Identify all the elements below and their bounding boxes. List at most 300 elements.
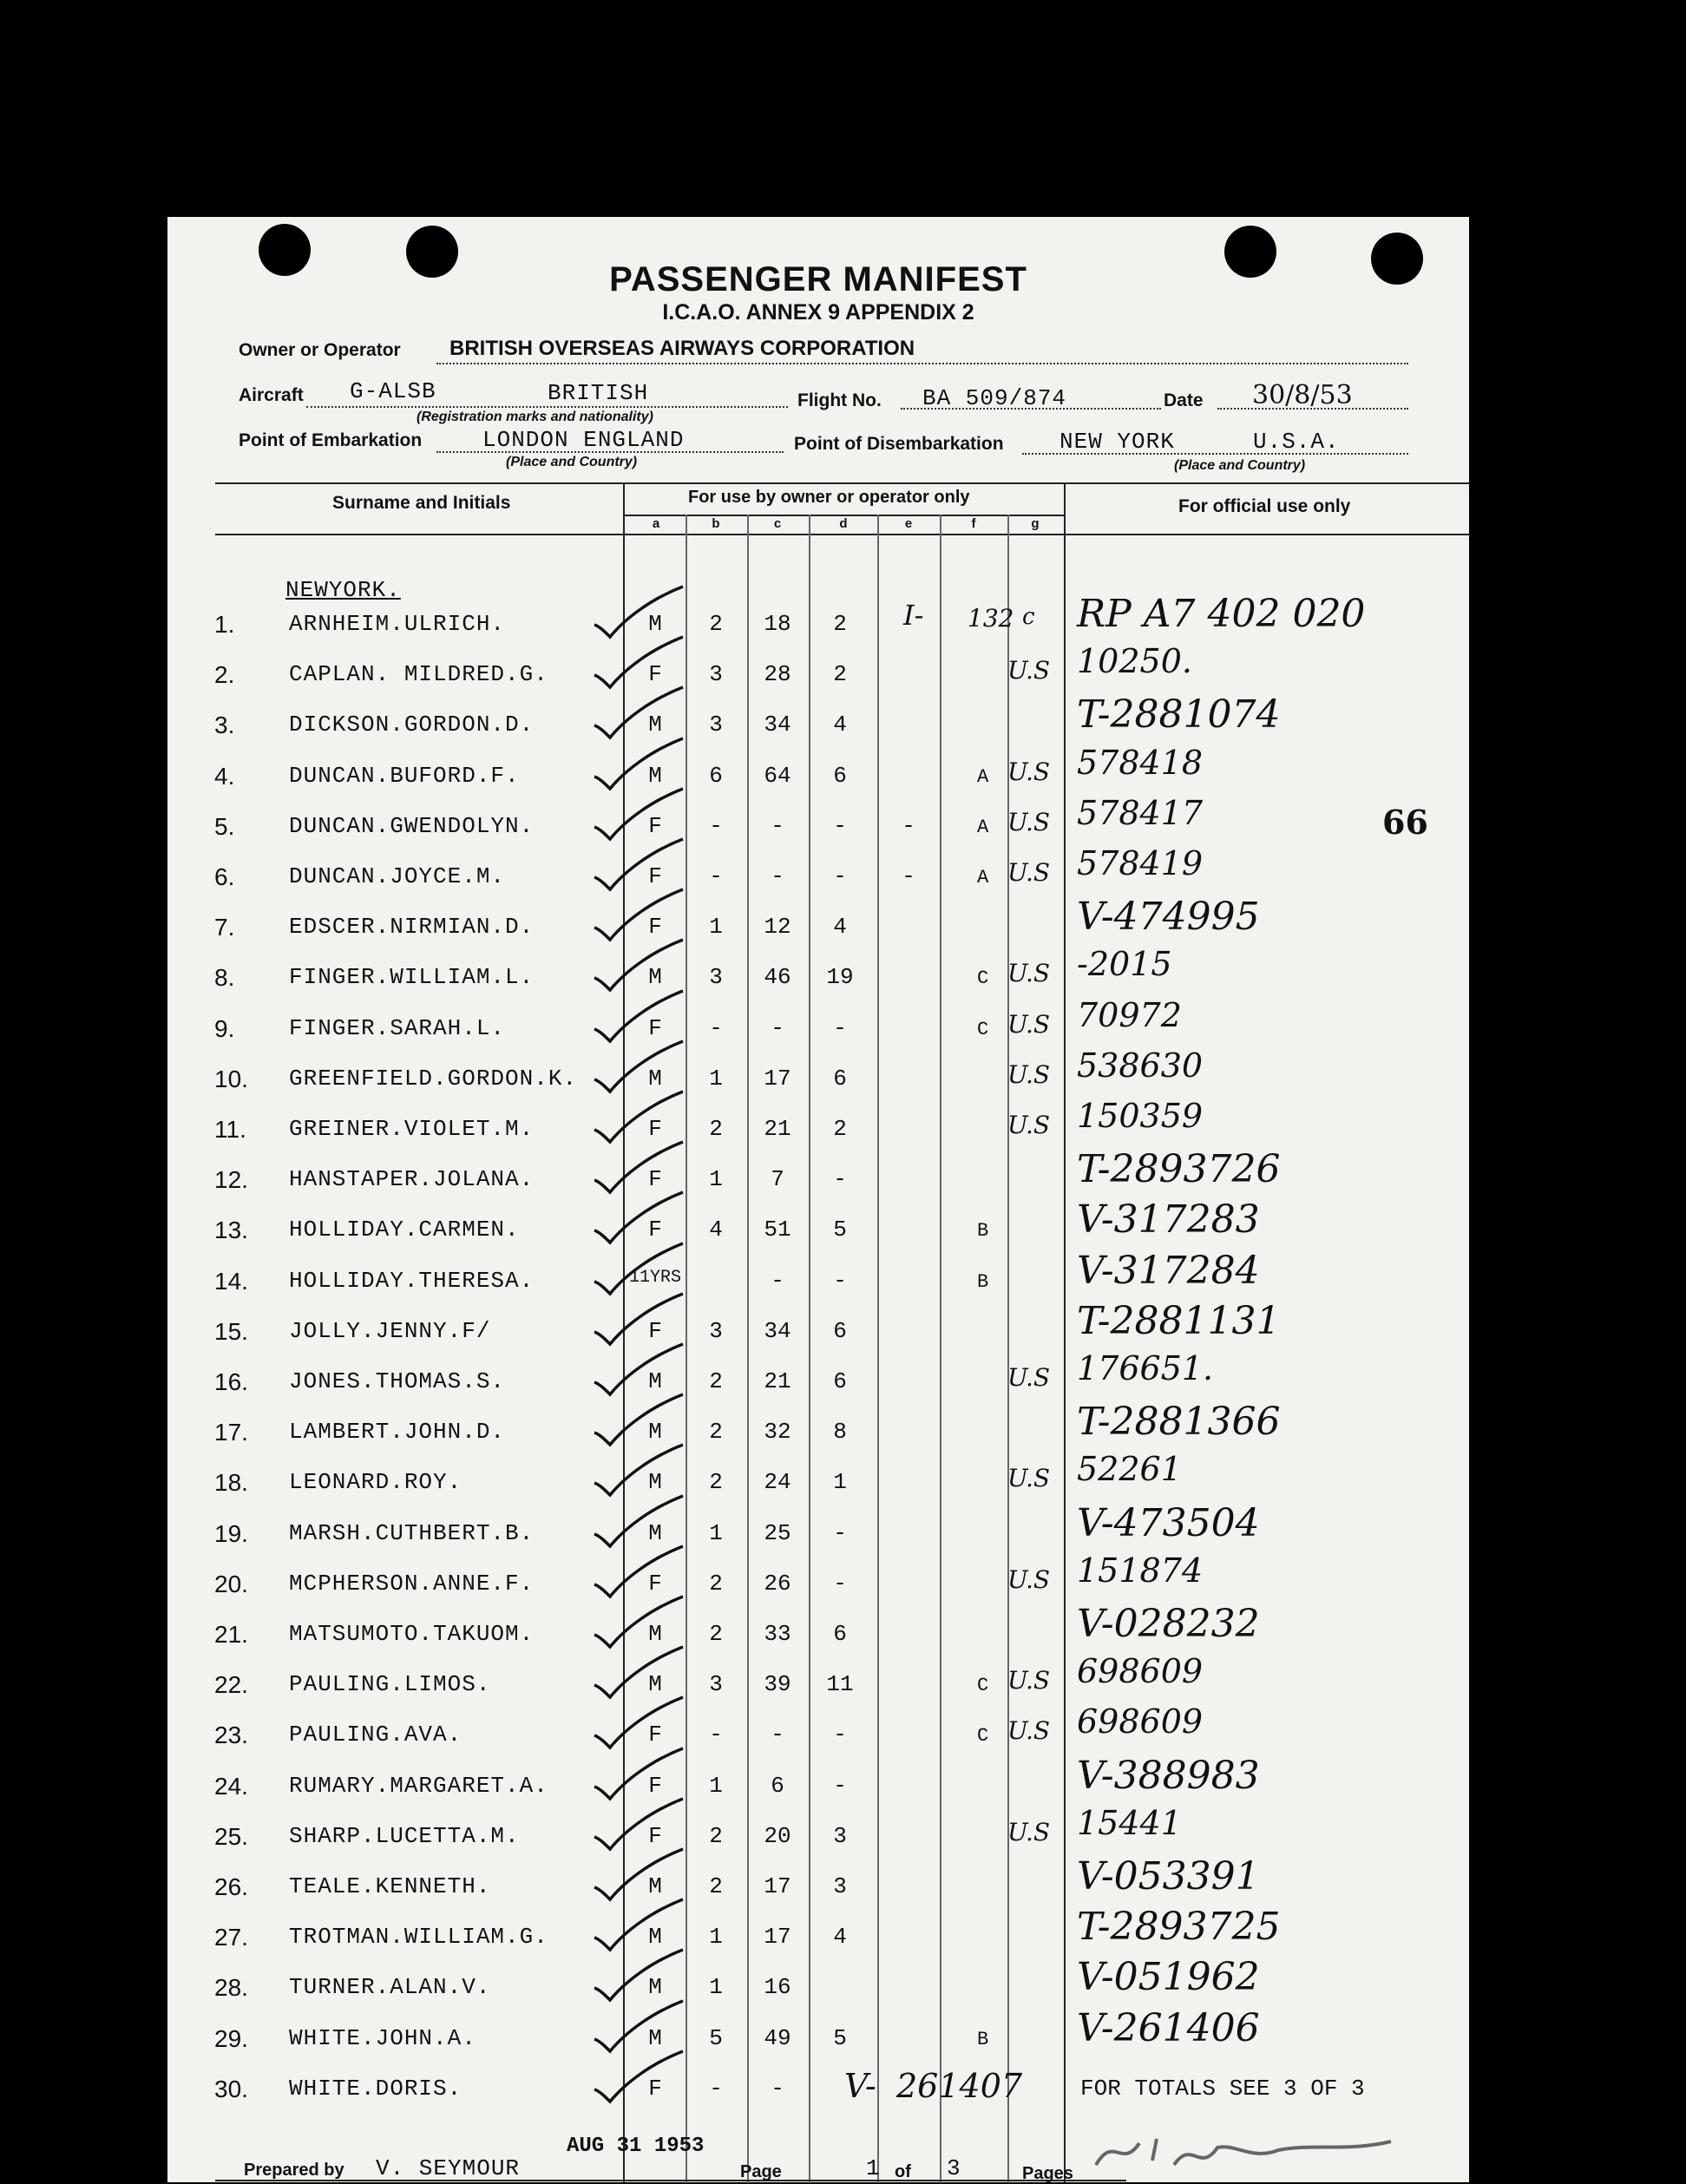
passenger-name: FINGER.WILLIAM.L. bbox=[289, 964, 535, 991]
official-entry: T-2893726 bbox=[1077, 1147, 1281, 1192]
passenger-name: DUNCAN.GWENDOLYN. bbox=[289, 812, 535, 839]
row-number: 10. bbox=[214, 1065, 248, 1092]
flight-label: Flight No. bbox=[797, 390, 882, 410]
aircraft-nationality: BRITISH bbox=[548, 380, 649, 406]
cell-c: 21 bbox=[764, 1368, 791, 1394]
cell-b: 2 bbox=[709, 1116, 723, 1142]
table-row bbox=[167, 895, 1469, 952]
row-number: 3. bbox=[214, 712, 235, 739]
cell-a: M bbox=[648, 1873, 662, 1899]
table-row bbox=[167, 1298, 1469, 1356]
official-entry: 578419 bbox=[1077, 844, 1204, 882]
cell-a: 11YRS bbox=[628, 1267, 681, 1288]
flight-value: BA 509/874 bbox=[922, 385, 1067, 411]
cell-b: 1 bbox=[709, 914, 723, 941]
table-row bbox=[167, 1702, 1469, 1760]
table-row bbox=[167, 1551, 1469, 1609]
official-entry: 150359 bbox=[1077, 1097, 1204, 1135]
cell-d: - bbox=[833, 1166, 847, 1193]
cell-c: 39 bbox=[764, 1671, 791, 1698]
col-header-surname: Surname and Initials bbox=[332, 493, 511, 513]
cell-b: 3 bbox=[709, 964, 723, 991]
cell-b: - bbox=[709, 1014, 723, 1041]
cell-d: 6 bbox=[833, 1065, 847, 1092]
row-number: 27. bbox=[214, 1924, 248, 1951]
official-entry: 70972 bbox=[1077, 995, 1182, 1034]
cell-c: 20 bbox=[764, 1822, 791, 1849]
cell-d: 11 bbox=[826, 1671, 854, 1698]
official-entry: 176651. bbox=[1077, 1349, 1214, 1387]
passenger-name: HANSTAPER.JOLANA. bbox=[289, 1166, 535, 1193]
passenger-name: MARSH.CUTHBERT.B. bbox=[289, 1519, 535, 1546]
cell-d: 6 bbox=[833, 1317, 847, 1344]
cell-c: - bbox=[771, 863, 784, 889]
cell-g: U.S bbox=[1007, 807, 1051, 836]
cell-b: 2 bbox=[709, 611, 723, 637]
cell-b: 2 bbox=[709, 1621, 723, 1647]
cell-a: F bbox=[648, 863, 662, 889]
official-entry: 151874 bbox=[1077, 1551, 1204, 1590]
cell-b: 3 bbox=[709, 712, 723, 738]
aircraft-label: Aircraft bbox=[239, 385, 304, 405]
table-row bbox=[167, 995, 1469, 1053]
cell-d: 5 bbox=[833, 1217, 847, 1243]
cell-a: F bbox=[648, 1317, 662, 1344]
subcol-g: g bbox=[1031, 516, 1040, 531]
cell-g: U.S bbox=[1007, 1564, 1051, 1594]
cell-c: 28 bbox=[764, 661, 791, 688]
cell-a: F bbox=[648, 812, 662, 839]
cell-b: 1 bbox=[709, 1974, 723, 2001]
cell-g: c bbox=[1022, 604, 1035, 630]
date-value: 30/8/53 bbox=[1252, 380, 1353, 410]
manifest-page bbox=[167, 217, 1469, 2182]
cell-g: U.S bbox=[1007, 1009, 1051, 1039]
official-entry: 698609 bbox=[1077, 1702, 1204, 1741]
cell-a: F bbox=[648, 1570, 662, 1597]
row-number: 26. bbox=[214, 1873, 248, 1900]
cell-b: 2 bbox=[709, 1873, 723, 1899]
cell-d: 4 bbox=[833, 1924, 847, 1951]
cell-c: 32 bbox=[764, 1419, 791, 1446]
owner-label: Owner or Operator bbox=[239, 340, 401, 360]
cell-d: - bbox=[833, 812, 847, 839]
cell-a: M bbox=[648, 2024, 662, 2051]
signature-scribble bbox=[1087, 2126, 1400, 2178]
table-row bbox=[167, 1753, 1469, 1811]
table-row bbox=[167, 743, 1469, 801]
passenger-name: GREENFIELD.GORDON.K. bbox=[289, 1065, 578, 1092]
passenger-name: HOLLIDAY.THERESA. bbox=[289, 1267, 535, 1294]
cell-d: 6 bbox=[833, 1368, 847, 1394]
cell-c: 17 bbox=[764, 1924, 791, 1951]
cell-g: U.S bbox=[1007, 1817, 1051, 1846]
cell-f: C bbox=[977, 1725, 989, 1748]
cell-d: 5 bbox=[833, 2024, 847, 2051]
cell-a: M bbox=[648, 712, 662, 738]
cell-c: 12 bbox=[764, 914, 791, 941]
row-number: 17. bbox=[214, 1419, 248, 1446]
check-mark-icon bbox=[591, 2048, 686, 2109]
official-entry: T-2881131 bbox=[1077, 1298, 1281, 1343]
official-note: FOR TOTALS SEE 3 OF 3 bbox=[1080, 2075, 1365, 2102]
cell-b: - bbox=[709, 1722, 723, 1748]
row-number: 18. bbox=[214, 1469, 248, 1497]
cell-c: 34 bbox=[764, 1317, 791, 1344]
passenger-name: DUNCAN.JOYCE.M. bbox=[289, 863, 506, 889]
aircraft-note: (Registration marks and nationality) bbox=[417, 410, 653, 424]
cell-b: 5 bbox=[709, 2024, 723, 2051]
cell-e: - bbox=[902, 863, 915, 889]
embark-dots bbox=[436, 451, 784, 453]
disembark-value: NEW YORK bbox=[1059, 429, 1175, 455]
passenger-name: LAMBERT.JOHN.D. bbox=[289, 1419, 506, 1446]
table-header-rule bbox=[215, 534, 1469, 535]
cell-a: F bbox=[648, 1014, 662, 1041]
row-number: 6. bbox=[214, 863, 235, 890]
cell-d: 1 bbox=[833, 1469, 847, 1496]
table-row bbox=[167, 1602, 1469, 1659]
subcol-a: a bbox=[652, 516, 660, 531]
cell-d: - bbox=[833, 863, 847, 889]
cell-c: 24 bbox=[764, 1469, 791, 1496]
row-number: 24. bbox=[214, 1772, 248, 1800]
cell-a: F bbox=[648, 661, 662, 688]
cell-a: M bbox=[648, 1621, 662, 1647]
cell-b: 3 bbox=[709, 1317, 723, 1344]
cell-b: - bbox=[709, 2075, 723, 2102]
owner-dots bbox=[436, 363, 1408, 364]
disembark-dots bbox=[1022, 453, 1408, 455]
row-number: 28. bbox=[214, 1974, 248, 2002]
cell-f: C bbox=[977, 1018, 989, 1040]
official-entry: 698609 bbox=[1077, 1652, 1204, 1691]
passenger-name: JOLLY.JENNY.F/ bbox=[289, 1317, 491, 1344]
official-entry: RP A7 402 020 bbox=[1077, 592, 1366, 636]
row-number: 9. bbox=[214, 1014, 235, 1042]
col-header-owner: For use by owner or operator only bbox=[688, 488, 970, 507]
row-number: 25. bbox=[214, 1822, 248, 1850]
cell-b: 2 bbox=[709, 1368, 723, 1394]
official-entry: V-317283 bbox=[1077, 1197, 1260, 1243]
cell-b: 1 bbox=[709, 1065, 723, 1092]
table-row bbox=[167, 945, 1469, 1002]
cell-d: 19 bbox=[826, 964, 854, 991]
official-entry: T-2881366 bbox=[1077, 1400, 1281, 1445]
cell-a: M bbox=[648, 1368, 662, 1394]
cell-a: M bbox=[648, 1065, 662, 1092]
subcol-b: b bbox=[712, 516, 720, 531]
cell-d: 2 bbox=[833, 611, 847, 637]
passenger-name: MCPHERSON.ANNE.F. bbox=[289, 1570, 535, 1597]
subcol-e: e bbox=[904, 516, 913, 531]
cell-g: U.S bbox=[1007, 757, 1051, 786]
official-entry: 538630 bbox=[1077, 1046, 1204, 1085]
table-row bbox=[167, 1450, 1469, 1507]
disembark-label: Point of Disembarkation bbox=[794, 434, 1004, 454]
cell-c: 49 bbox=[764, 2024, 791, 2051]
passenger-name: FINGER.SARAH.L. bbox=[289, 1014, 506, 1041]
cell-f: B bbox=[977, 2028, 989, 2050]
passenger-name: SHARP.LUCETTA.M. bbox=[289, 1822, 520, 1849]
cell-d: 8 bbox=[833, 1419, 847, 1446]
cell-e: 261407 bbox=[896, 2066, 1023, 2105]
subcol-d: d bbox=[839, 516, 848, 531]
passenger-name: JONES.THOMAS.S. bbox=[289, 1368, 506, 1394]
cell-d: 4 bbox=[833, 914, 847, 941]
passenger-name: DUNCAN.BUFORD.F. bbox=[289, 762, 520, 789]
cell-b: 1 bbox=[709, 1772, 723, 1799]
prepared-value: V. SEYMOUR bbox=[376, 2155, 521, 2181]
cell-b: 2 bbox=[709, 1419, 723, 1446]
pages-label: Pages bbox=[1022, 2164, 1073, 2183]
row-number: 19. bbox=[214, 1519, 248, 1547]
cell-c: 46 bbox=[764, 964, 791, 991]
row-number: 21. bbox=[214, 1621, 248, 1648]
cell-a: F bbox=[648, 2075, 662, 2102]
page-value: 1 bbox=[866, 2155, 881, 2181]
official-entry: 578418 bbox=[1077, 743, 1204, 782]
table-row bbox=[167, 1500, 1469, 1558]
row-number: 16. bbox=[214, 1368, 248, 1395]
row-number: 23. bbox=[214, 1722, 248, 1749]
official-entry: 52261 bbox=[1077, 1450, 1182, 1489]
embark-label: Point of Embarkation bbox=[239, 430, 423, 450]
table-top-rule bbox=[215, 482, 1469, 484]
cell-g: U.S bbox=[1007, 959, 1051, 988]
cell-f: 132 bbox=[968, 604, 1014, 633]
section-label: NEWYORK. bbox=[285, 577, 401, 603]
margin-note: 66 bbox=[1382, 803, 1428, 842]
cell-f: C bbox=[977, 1675, 989, 1697]
official-entry: 10250. bbox=[1077, 642, 1192, 681]
official-entry: V-317284 bbox=[1077, 1248, 1260, 1293]
official-entry: V-473504 bbox=[1077, 1500, 1260, 1545]
passenger-name: CAPLAN. MILDRED.G. bbox=[289, 661, 548, 688]
cell-b: - bbox=[709, 812, 723, 839]
cell-c: 17 bbox=[764, 1065, 791, 1092]
passenger-name: WHITE.JOHN.A. bbox=[289, 2024, 476, 2051]
official-entry: T-2881074 bbox=[1077, 692, 1281, 738]
col-header-official: For official use only bbox=[1178, 496, 1351, 516]
table-row bbox=[167, 1147, 1469, 1204]
table-row bbox=[167, 1197, 1469, 1255]
official-entry: V-028232 bbox=[1077, 1602, 1260, 1646]
row-number: 12. bbox=[214, 1166, 248, 1194]
cell-b: 4 bbox=[709, 1217, 723, 1243]
passenger-name: GREINER.VIOLET.M. bbox=[289, 1116, 535, 1142]
table-row bbox=[167, 1955, 1469, 2012]
row-number: 14. bbox=[214, 1267, 248, 1295]
disembark-note: (Place and Country) bbox=[1174, 458, 1306, 473]
table-row bbox=[167, 793, 1469, 851]
cell-e: I- bbox=[903, 599, 924, 632]
cell-c: 7 bbox=[771, 1166, 784, 1193]
row-number: 7. bbox=[214, 914, 235, 941]
cell-d: - bbox=[833, 1772, 847, 1799]
cell-d: 3 bbox=[833, 1822, 847, 1849]
cell-g: U.S bbox=[1007, 1059, 1051, 1089]
official-entry: 578417 bbox=[1077, 793, 1204, 832]
official-entry: V-261406 bbox=[1077, 2005, 1260, 2050]
official-entry: V-053391 bbox=[1077, 1854, 1260, 1899]
cell-f: B bbox=[977, 1220, 989, 1243]
cell-b: 1 bbox=[709, 1519, 723, 1546]
passenger-name: TURNER.ALAN.V. bbox=[289, 1974, 491, 2001]
cell-a: F bbox=[648, 1772, 662, 1799]
cell-f: A bbox=[977, 867, 989, 889]
cell-a: M bbox=[648, 964, 662, 991]
cell-d: 6 bbox=[833, 762, 847, 789]
cell-a: M bbox=[648, 1924, 662, 1951]
date-dots bbox=[1217, 408, 1408, 410]
cell-g: U.S bbox=[1007, 858, 1051, 887]
table-row bbox=[167, 844, 1469, 902]
row-number: 30. bbox=[214, 2075, 248, 2102]
cell-c: 51 bbox=[764, 1217, 791, 1243]
passenger-name: HOLLIDAY.CARMEN. bbox=[289, 1217, 520, 1243]
cell-b: 3 bbox=[709, 1671, 723, 1698]
date-label: Date bbox=[1164, 390, 1204, 410]
embark-value: LONDON ENGLAND bbox=[482, 427, 685, 453]
table-row bbox=[167, 1652, 1469, 1709]
cell-a: M bbox=[648, 1469, 662, 1496]
table-row bbox=[167, 2063, 1469, 2114]
cell-a: M bbox=[648, 762, 662, 789]
cell-b: 2 bbox=[709, 1822, 723, 1849]
embark-note: (Place and Country) bbox=[506, 455, 638, 469]
page-label: Page bbox=[740, 2162, 782, 2181]
disembark-country: U.S.A. bbox=[1253, 429, 1340, 455]
passenger-name: PAULING.LIMOS. bbox=[289, 1671, 491, 1698]
table-row bbox=[167, 592, 1469, 649]
cell-b: 6 bbox=[709, 762, 723, 789]
cell-a: F bbox=[648, 914, 662, 941]
of-value: 3 bbox=[947, 2155, 961, 2181]
cell-d: 2 bbox=[833, 1116, 847, 1142]
passenger-name: TROTMAN.WILLIAM.G. bbox=[289, 1924, 548, 1951]
table-row bbox=[167, 1400, 1469, 1457]
cell-g: U.S bbox=[1007, 1363, 1051, 1392]
cell-a: F bbox=[648, 1217, 662, 1243]
table-row bbox=[167, 2005, 1469, 2063]
passenger-name: EDSCER.NIRMIAN.D. bbox=[289, 914, 535, 941]
cell-a: F bbox=[648, 1722, 662, 1748]
table-row bbox=[167, 692, 1469, 750]
cell-c: 18 bbox=[764, 611, 791, 637]
cell-a: M bbox=[648, 1419, 662, 1446]
cell-g: U.S bbox=[1007, 1464, 1051, 1493]
aircraft-dots bbox=[306, 406, 788, 408]
cell-c: 64 bbox=[764, 762, 791, 789]
passenger-name: PAULING.AVA. bbox=[289, 1722, 463, 1748]
subcol-f: f bbox=[971, 516, 976, 531]
cell-d: 3 bbox=[833, 1873, 847, 1899]
passenger-name: ARNHEIM.ULRICH. bbox=[289, 611, 506, 637]
official-entry: V-474995 bbox=[1077, 895, 1260, 940]
row-number: 8. bbox=[214, 964, 235, 992]
passenger-name: WHITE.DORIS. bbox=[289, 2075, 463, 2102]
cell-d: - bbox=[833, 1267, 847, 1294]
cell-d: - bbox=[833, 1570, 847, 1597]
cell-c: 6 bbox=[771, 1772, 784, 1799]
row-number: 29. bbox=[214, 2024, 248, 2052]
cell-g: U.S bbox=[1007, 656, 1051, 685]
row-number: 2. bbox=[214, 661, 235, 689]
cell-g: U.S bbox=[1007, 1716, 1051, 1746]
page-title: PASSENGER MANIFEST bbox=[609, 260, 1027, 298]
official-entry: V-051962 bbox=[1077, 1955, 1260, 2000]
passenger-name: RUMARY.MARGARET.A. bbox=[289, 1772, 548, 1799]
cell-a: F bbox=[648, 1166, 662, 1193]
cell-b: 1 bbox=[709, 1924, 723, 1951]
page-subtitle: I.C.A.O. ANNEX 9 APPENDIX 2 bbox=[662, 300, 974, 325]
row-number: 1. bbox=[214, 611, 235, 638]
cell-f: A bbox=[977, 816, 989, 838]
cell-a: M bbox=[648, 1671, 662, 1698]
owner-value: BRITISH OVERSEAS AIRWAYS CORPORATION bbox=[449, 337, 915, 360]
cell-c: 16 bbox=[764, 1974, 791, 2001]
of-label: of bbox=[895, 2162, 911, 2181]
cell-c: 26 bbox=[764, 1570, 791, 1597]
row-number: 13. bbox=[214, 1217, 248, 1244]
cell-d: 2 bbox=[833, 661, 847, 688]
subcol-c: c bbox=[773, 516, 782, 531]
row-number: 20. bbox=[214, 1570, 248, 1597]
cell-b: 1 bbox=[709, 1166, 723, 1193]
cell-a: F bbox=[648, 1116, 662, 1142]
official-entry: T-2893725 bbox=[1077, 1905, 1281, 1950]
cell-c: - bbox=[771, 812, 784, 839]
cell-a: M bbox=[648, 1519, 662, 1546]
date-stamp: AUG 31 1953 bbox=[567, 2135, 705, 2158]
cell-d: - bbox=[833, 1722, 847, 1748]
cell-d: - bbox=[833, 1519, 847, 1546]
cell-d: - bbox=[833, 1014, 847, 1041]
official-entry: 15441 bbox=[1077, 1803, 1182, 1842]
prepared-label: Prepared by bbox=[244, 2161, 344, 2180]
passenger-name: MATSUMOTO.TAKUOM. bbox=[289, 1621, 535, 1647]
cell-c: - bbox=[771, 1014, 784, 1041]
passenger-name: DICKSON.GORDON.D. bbox=[289, 712, 535, 738]
cell-d: V- bbox=[844, 2066, 876, 2105]
cell-c: 34 bbox=[764, 712, 791, 738]
passenger-name: LEONARD.ROY. bbox=[289, 1469, 463, 1496]
cell-c: 17 bbox=[764, 1873, 791, 1899]
cell-c: 33 bbox=[764, 1621, 791, 1647]
row-number: 11. bbox=[214, 1116, 246, 1143]
row-number: 4. bbox=[214, 762, 235, 790]
cell-a: F bbox=[648, 1822, 662, 1849]
aircraft-registration: G-ALSB bbox=[350, 378, 436, 404]
cell-c: - bbox=[771, 1267, 784, 1294]
row-number: 5. bbox=[214, 812, 235, 840]
flight-dots bbox=[901, 408, 1161, 410]
cell-g: U.S bbox=[1007, 1111, 1051, 1139]
table-row bbox=[167, 1803, 1469, 1861]
official-entry: V-388983 bbox=[1077, 1753, 1260, 1798]
cell-a: M bbox=[648, 1974, 662, 2001]
cell-b: 2 bbox=[709, 1469, 723, 1496]
cell-c: 21 bbox=[764, 1116, 791, 1142]
cell-b: 2 bbox=[709, 1570, 723, 1597]
cell-b: 3 bbox=[709, 661, 723, 688]
cell-e: - bbox=[902, 812, 915, 839]
cell-c: - bbox=[771, 2075, 784, 2102]
cell-f: A bbox=[977, 765, 989, 788]
footer-rule bbox=[215, 2180, 1126, 2181]
table-row bbox=[167, 1905, 1469, 1962]
